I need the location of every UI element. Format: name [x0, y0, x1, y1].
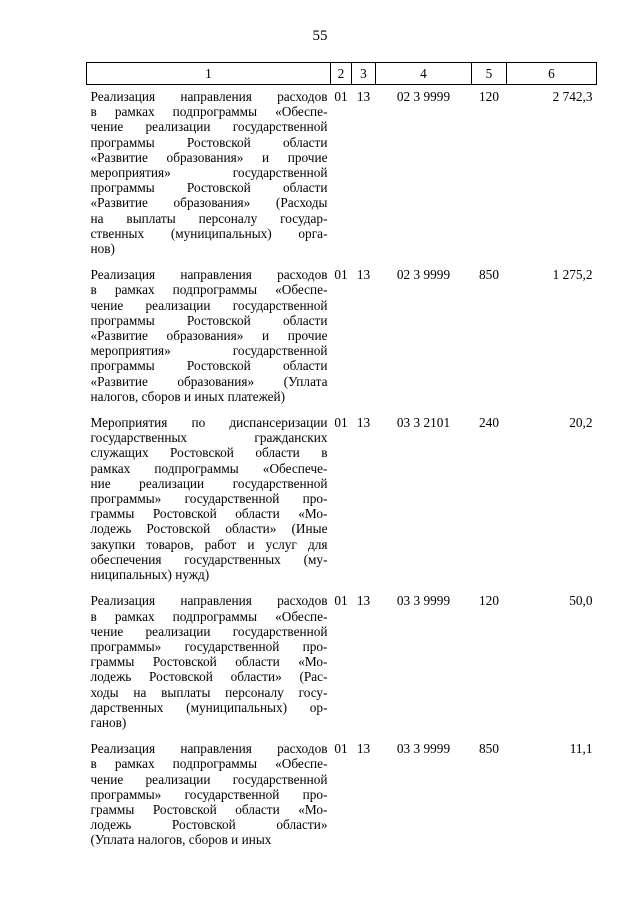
description-line: «Развитие образования» и прочие — [90, 149, 328, 165]
row-expense-type: 850 — [479, 267, 499, 283]
description-line: нов) — [90, 241, 115, 257]
row-section: 01 — [334, 89, 348, 104]
description-line: программы Ростовской области — [90, 180, 328, 196]
row-section: 01 — [334, 267, 348, 283]
description-line: Реализация направления расходов — [90, 89, 328, 104]
budget-table — [86, 62, 597, 855]
row-description — [87, 85, 331, 264]
description-line: на выплаты персоналу государ- — [90, 210, 328, 226]
description-line: обеспечения государственных (му- — [90, 551, 328, 567]
description-line: лодежь Ростовской области» (Рас- — [90, 669, 328, 685]
row-description — [87, 263, 331, 411]
row-target-article: 02 3 9999 — [396, 267, 451, 283]
description-line: чение реализации государственной — [90, 771, 328, 787]
description-line: программы» государственной про- — [90, 638, 328, 654]
description-line: «Развитие образования» (Расходы — [90, 195, 328, 211]
row-sum: 20,2 — [569, 415, 593, 431]
table-body — [87, 85, 597, 855]
description-line: граммы Ростовской области «Мо- — [90, 654, 328, 670]
description-line: государственных гражданских — [90, 430, 328, 446]
description-line: Реализация направления расходов — [90, 593, 328, 609]
row-target-article: 03 3 9999 — [396, 593, 451, 609]
row-subsection: 13 — [356, 593, 371, 609]
row-expense-type: 120 — [479, 89, 499, 104]
description-line: программы» государственной про- — [90, 491, 328, 507]
table-row — [87, 263, 597, 411]
row-description — [87, 589, 331, 737]
table-row — [87, 411, 597, 589]
header-col-4: 4 — [376, 63, 472, 85]
row-subsection: 13 — [356, 89, 371, 104]
description-line: программы» государственной про- — [90, 786, 328, 802]
row-expense-type: 850 — [479, 741, 499, 757]
row-description — [87, 737, 331, 854]
header-col-1: 1 — [87, 63, 331, 85]
description-line: служащих Ростовской области в — [90, 445, 328, 461]
description-line: ственных (муниципальных) орга- — [90, 225, 328, 241]
description-line: программы Ростовской области — [90, 134, 328, 150]
description-line: Мероприятия по диспансеризации — [90, 415, 328, 431]
row-section: 01 — [334, 741, 348, 757]
row-target-article: 03 3 9999 — [396, 741, 451, 757]
row-subsection: 13 — [356, 741, 371, 757]
description-line: чение реализации государственной — [90, 297, 328, 313]
header-col-3: 3 — [352, 63, 376, 85]
description-line: налогов, сборов и иных платежей) — [90, 388, 286, 404]
description-line: ганов) — [90, 714, 127, 730]
row-expense-type: 240 — [479, 415, 499, 431]
description-line: Реализация направления расходов — [90, 267, 328, 283]
description-line: программы Ростовской области — [90, 312, 328, 328]
description-line: дарственных (муниципальных) ор- — [90, 699, 328, 715]
header-col-5: 5 — [472, 63, 507, 85]
description-line: мероприятия» государственной — [90, 343, 328, 359]
description-line: закупки товаров, работ и услуг для — [90, 536, 328, 552]
row-sum: 50,0 — [569, 593, 593, 609]
description-line: в рамках подпрограммы «Обеспе- — [90, 282, 328, 298]
description-line: чение реализации государственной — [90, 119, 328, 135]
row-section: 01 — [334, 593, 348, 609]
row-target-article: 03 3 2101 — [396, 415, 451, 431]
description-line: мероприятия» государственной — [90, 165, 328, 181]
description-line: «Развитие образования» и прочие — [90, 328, 328, 344]
description-line: граммы Ростовской области «Мо- — [90, 506, 328, 522]
description-line: Реализация направления расходов — [90, 741, 328, 757]
row-sum: 2 742,3 — [552, 89, 593, 104]
table-header-row — [87, 63, 597, 85]
description-line: программы Ростовской области — [90, 358, 328, 374]
row-target-article: 02 3 9999 — [396, 89, 451, 104]
description-line: граммы Ростовской области «Мо- — [90, 801, 328, 817]
description-line: ходы на выплаты персоналу госу- — [90, 684, 328, 700]
row-description — [87, 411, 331, 589]
description-line: в рамках подпрограммы «Обеспе- — [90, 756, 328, 772]
row-sum: 1 275,2 — [552, 267, 593, 283]
header-col-2: 2 — [331, 63, 352, 85]
row-sum: 11,1 — [569, 741, 593, 757]
table-row — [87, 85, 597, 264]
description-line: ние реализации государственной — [90, 475, 328, 491]
description-line: рамках подпрограммы «Обеспече- — [90, 460, 328, 476]
row-subsection: 13 — [356, 415, 371, 431]
table-row — [87, 737, 597, 854]
description-line: «Развитие образования» (Уплата — [90, 373, 328, 389]
description-line: чение реализации государственной — [90, 623, 328, 639]
description-line: лодежь Ростовской области» — [90, 817, 328, 833]
header-col-6: 6 — [507, 63, 597, 85]
row-subsection: 13 — [356, 267, 371, 283]
description-line: (Уплата налогов, сборов и иных — [90, 832, 272, 848]
page-number: 55 — [312, 28, 328, 44]
row-expense-type: 120 — [479, 593, 499, 609]
description-line: лодежь Ростовской области» (Иные — [90, 521, 328, 537]
table-row — [87, 589, 597, 737]
description-line: в рамках подпрограммы «Обеспе- — [90, 104, 328, 120]
description-line: ниципальных) нужд) — [90, 567, 210, 583]
description-line: в рамках подпрограммы «Обеспе- — [90, 608, 328, 624]
row-section: 01 — [334, 415, 348, 431]
